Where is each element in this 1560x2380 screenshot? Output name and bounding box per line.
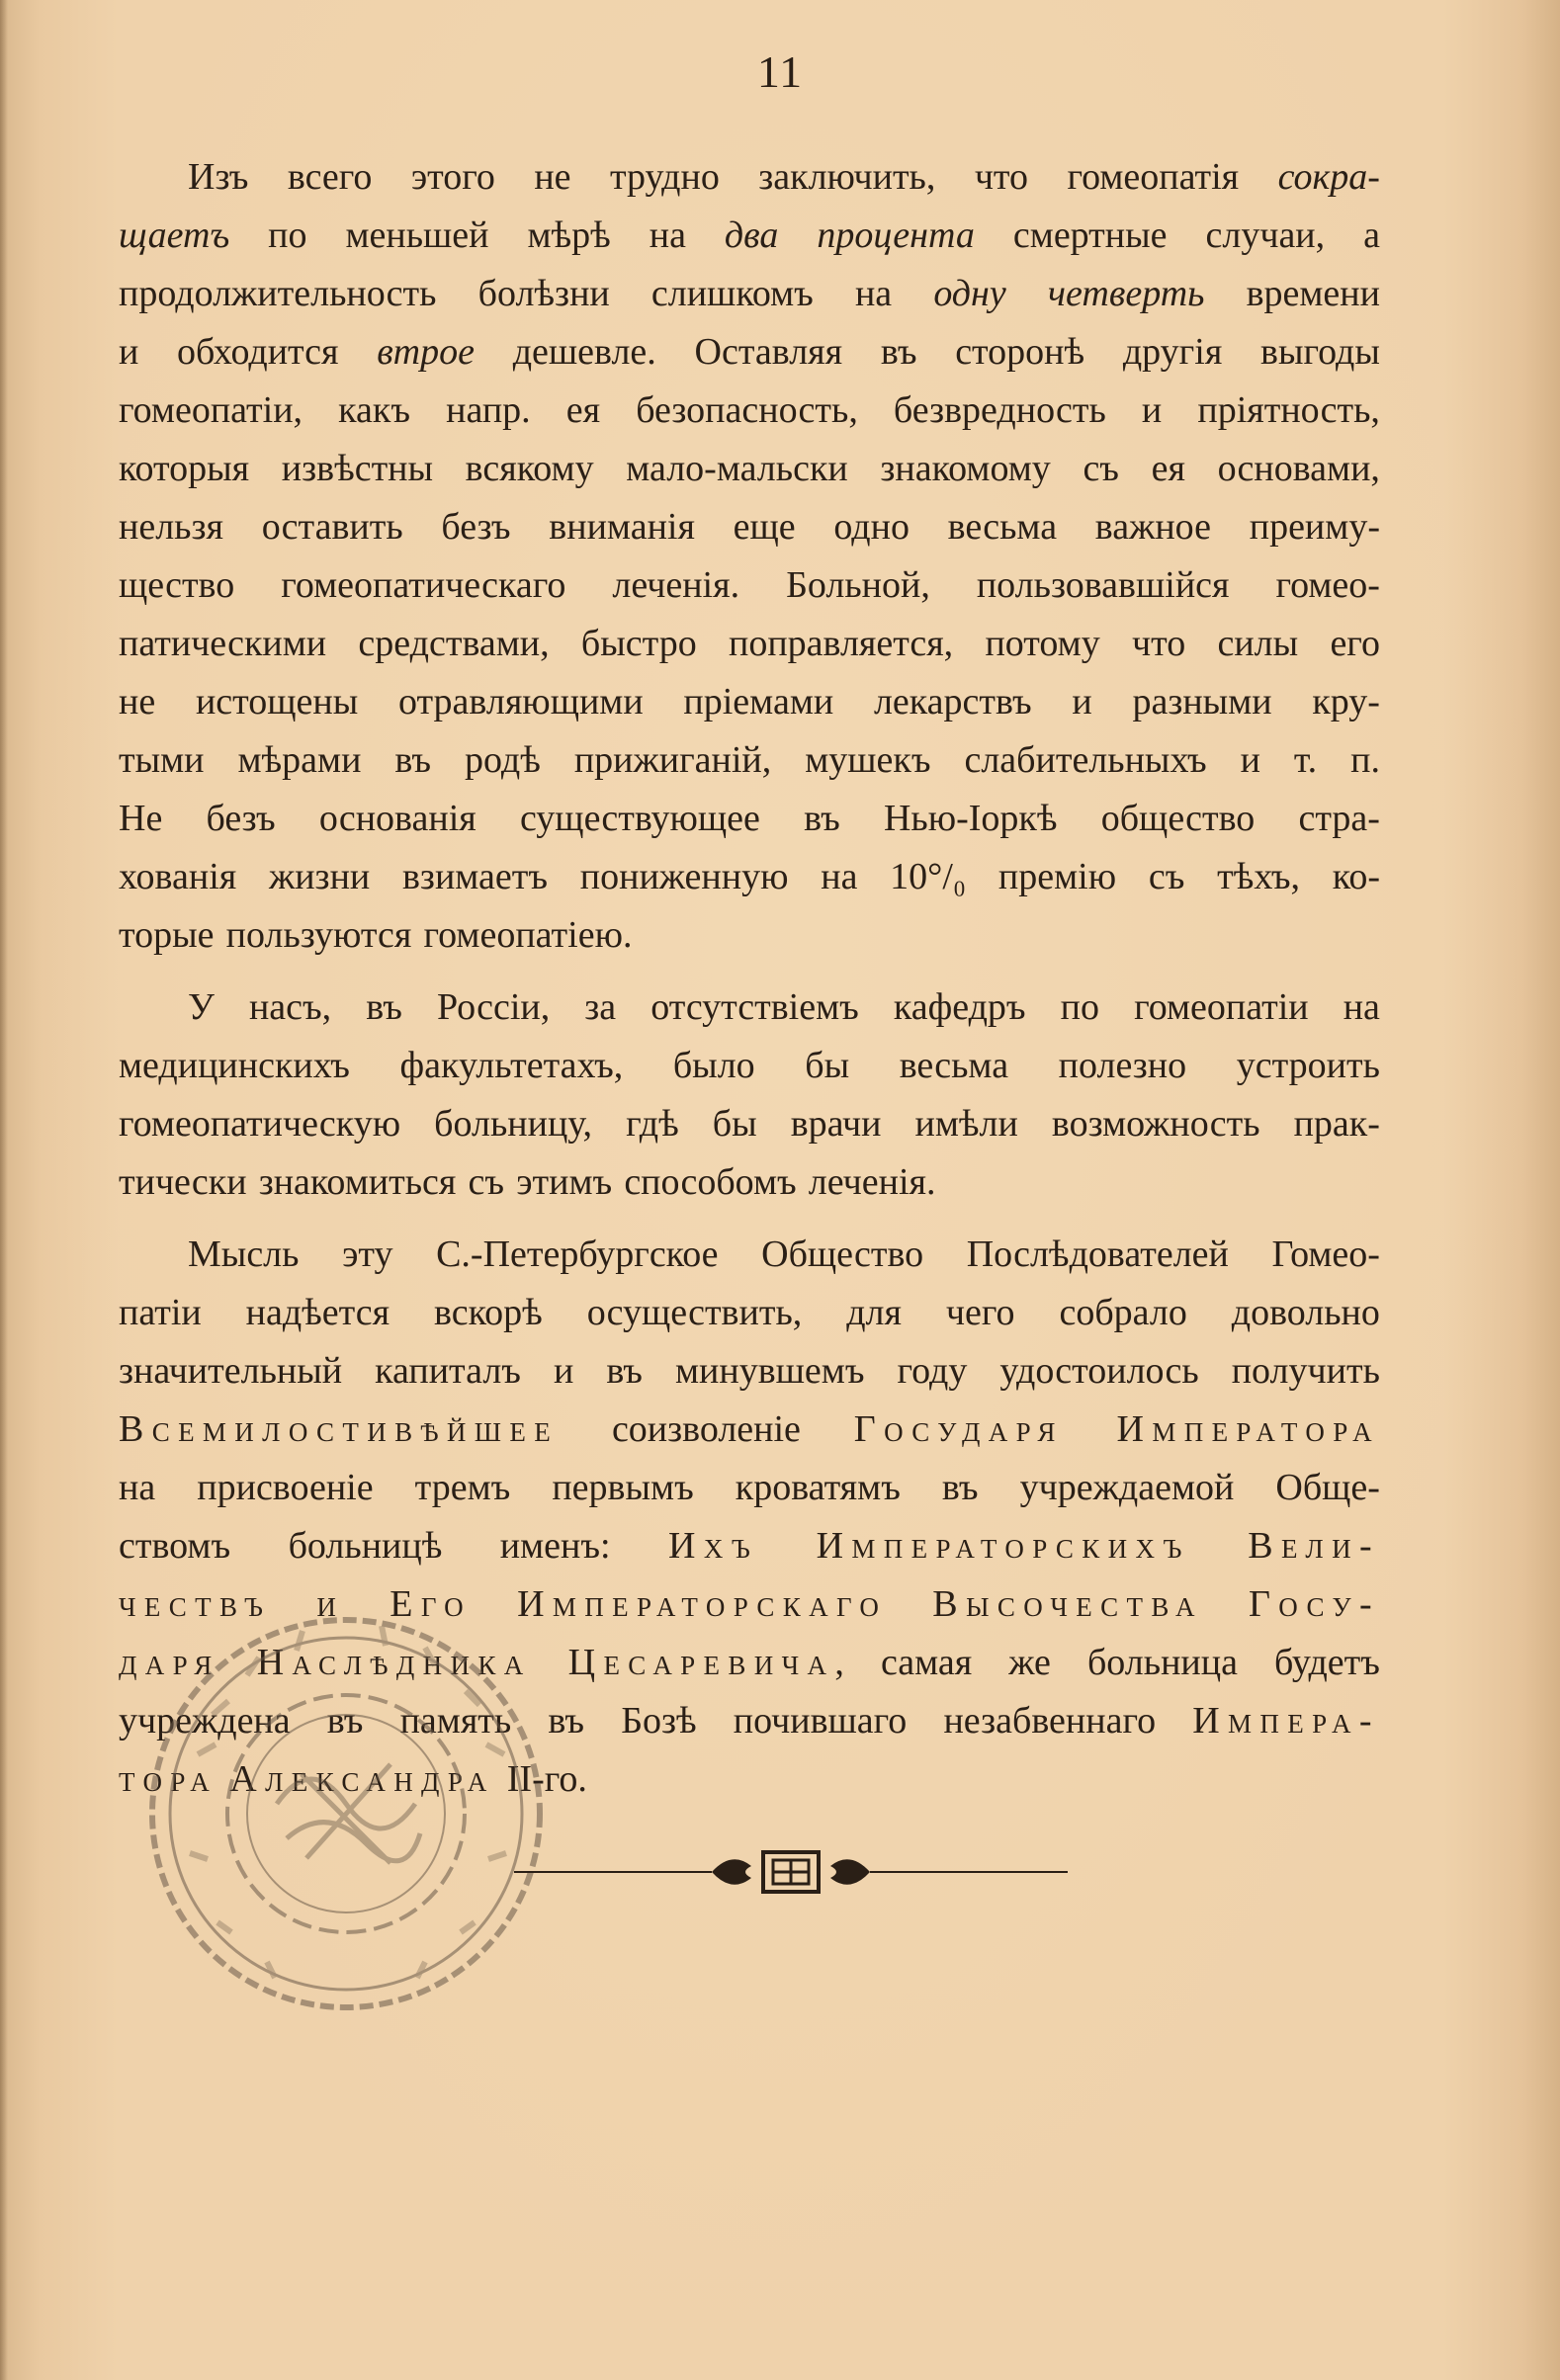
word: патіи <box>119 1292 202 1333</box>
word: ея <box>1151 448 1185 489</box>
word: какъ <box>338 389 411 431</box>
word: гомеопатіи, <box>119 389 303 431</box>
word: II-го. <box>506 1758 587 1800</box>
word: чествъ <box>119 1583 272 1625</box>
text-line <box>119 1459 1380 1517</box>
word: важное <box>1094 506 1212 548</box>
word: родѣ <box>464 739 541 781</box>
word: всего <box>287 156 373 198</box>
word: ея <box>565 389 601 431</box>
word: Изъ <box>188 156 249 198</box>
word: и <box>316 1583 345 1625</box>
library-stamp-icon <box>138 1606 554 2021</box>
word: продолжительность <box>119 273 437 314</box>
word: силы <box>1217 623 1299 664</box>
word: пониженную <box>579 856 789 897</box>
word: мало-мальски <box>626 448 848 489</box>
word: тыми <box>119 739 205 781</box>
word: медицинскихъ <box>119 1045 350 1086</box>
word: еще <box>733 506 796 548</box>
text-line <box>119 731 1380 790</box>
word: торые <box>119 914 215 956</box>
word: Оставляя <box>694 331 843 373</box>
word: трудно <box>609 156 720 198</box>
word: и <box>1141 389 1163 431</box>
word: нельзя <box>119 506 223 548</box>
word: извѣстны <box>281 448 434 489</box>
word: болѣзни <box>477 273 610 314</box>
word: Общество <box>761 1233 924 1275</box>
word: С.-Петербургское <box>436 1233 719 1275</box>
word: ко- <box>1332 856 1380 897</box>
word: гомеопатіи <box>1134 986 1309 1028</box>
word: дешевле. <box>512 331 656 373</box>
word: именъ: <box>499 1525 611 1567</box>
word: не <box>534 156 571 198</box>
word: существующее <box>519 798 760 839</box>
word: основанія <box>318 798 477 839</box>
body-text <box>119 148 1380 1809</box>
word: безопасность, <box>636 389 858 431</box>
word: на <box>1343 986 1380 1028</box>
word: ствомъ <box>119 1525 231 1567</box>
word: довольно <box>1231 1292 1380 1333</box>
word: надѣется <box>245 1292 390 1333</box>
word: по <box>268 214 307 256</box>
word: Россіи, <box>436 986 551 1028</box>
word: Гомео- <box>1271 1233 1380 1275</box>
word: почившаго <box>733 1700 908 1742</box>
word: и <box>1240 739 1260 781</box>
word: Императора <box>1116 1408 1380 1450</box>
word: за <box>584 986 617 1028</box>
word: два <box>724 214 779 256</box>
word: Не <box>119 798 163 839</box>
word: щество <box>119 564 235 606</box>
word: заключить, <box>758 156 936 198</box>
word: смертные <box>1012 214 1168 256</box>
word: отравляющими <box>397 681 644 722</box>
text-line <box>119 1342 1380 1401</box>
word: незабвеннаго <box>943 1700 1157 1742</box>
word: въ <box>606 1350 643 1392</box>
text-line <box>119 906 1380 965</box>
word: съ <box>1148 856 1185 897</box>
word: быстро <box>580 623 697 664</box>
word: съ <box>1083 448 1119 489</box>
word: Обще- <box>1275 1467 1380 1508</box>
page-number: 11 <box>756 46 804 97</box>
word: Императорскаго <box>517 1583 888 1625</box>
word: тически <box>119 1161 247 1203</box>
word: пользуются <box>225 914 412 956</box>
word: отсутствіемъ <box>650 986 859 1028</box>
word: что <box>1131 623 1186 664</box>
text-line <box>119 207 1380 265</box>
word: Нью-Іоркѣ <box>883 798 1058 839</box>
word: слишкомъ <box>650 273 814 314</box>
text-line <box>119 848 1380 906</box>
word: и <box>553 1350 574 1392</box>
word: значительный <box>119 1350 343 1392</box>
word: напр. <box>446 389 531 431</box>
word: меньшей <box>345 214 489 256</box>
word: истощены <box>195 681 359 722</box>
word: пріемами <box>683 681 834 722</box>
word: жизни <box>268 856 371 897</box>
word: взимаетъ <box>401 856 549 897</box>
word: присвоеніе <box>197 1467 374 1508</box>
word: въ <box>366 986 402 1028</box>
text-line <box>119 978 1380 1037</box>
word: въ <box>941 1467 979 1508</box>
word: прак- <box>1293 1103 1380 1145</box>
word: Александра <box>229 1758 495 1800</box>
word: хованія <box>119 856 237 897</box>
word: гдѣ <box>626 1103 679 1145</box>
word: вскорѣ <box>434 1292 543 1333</box>
word: этого <box>410 156 495 198</box>
word: кру- <box>1312 681 1380 722</box>
word: больница <box>1086 1642 1238 1683</box>
word: одну <box>933 273 1006 314</box>
word: Его <box>390 1583 473 1625</box>
word: гомеопатіею. <box>423 914 633 956</box>
word: больницѣ <box>288 1525 443 1567</box>
word: слабительныхъ <box>964 739 1207 781</box>
word: что <box>974 156 1029 198</box>
word: врачи <box>790 1103 882 1145</box>
word: Госу- <box>1248 1583 1380 1625</box>
word: для <box>846 1292 902 1333</box>
text-line <box>119 498 1380 556</box>
word: капиталъ <box>375 1350 521 1392</box>
word: на <box>119 1467 156 1508</box>
text-line <box>119 615 1380 673</box>
word: же <box>1008 1642 1051 1683</box>
text-line <box>119 790 1380 848</box>
word: безвредность <box>893 389 1106 431</box>
word: Ихъ <box>668 1525 759 1567</box>
page-edge-shadow <box>0 0 8 2380</box>
word: будетъ <box>1273 1642 1380 1683</box>
word: а <box>1363 214 1380 256</box>
word: которыя <box>119 448 250 489</box>
word: полезно <box>1058 1045 1187 1086</box>
word: этимъ <box>516 1161 613 1203</box>
word: Мысль <box>188 1233 300 1275</box>
word: тора <box>119 1758 218 1800</box>
word: потому <box>985 623 1100 664</box>
word: лекарствъ <box>873 681 1032 722</box>
word: въ <box>548 1700 585 1742</box>
word: премію <box>997 856 1117 897</box>
word: п. <box>1350 739 1380 781</box>
word: знакомому <box>880 448 1051 489</box>
word: Государя <box>853 1408 1064 1450</box>
word: въ <box>326 1700 364 1742</box>
word: стра- <box>1298 798 1380 839</box>
word: пріятность, <box>1197 389 1380 431</box>
word: Императорскихъ <box>816 1525 1190 1567</box>
text-line <box>119 1153 1380 1212</box>
word: насъ, <box>248 986 332 1028</box>
word: общество <box>1100 798 1256 839</box>
word: процента <box>817 214 975 256</box>
word: собрало <box>1059 1292 1187 1333</box>
word: основами, <box>1217 448 1380 489</box>
word: гомеопатическую <box>119 1103 401 1145</box>
word: знакомиться <box>258 1161 457 1203</box>
word: тремъ <box>414 1467 511 1508</box>
text-line <box>119 1517 1380 1575</box>
ornament-divider-icon <box>514 1840 1068 1904</box>
word: даря <box>119 1642 220 1683</box>
text-line <box>119 265 1380 323</box>
word: пользовавшійся <box>976 564 1230 606</box>
word: оставить <box>261 506 403 548</box>
text-line <box>119 1095 1380 1153</box>
text-line <box>119 673 1380 731</box>
word: Бозѣ <box>621 1700 697 1742</box>
word: мушекъ <box>805 739 931 781</box>
word: втрое <box>377 331 475 373</box>
word: гомеопатическаго <box>281 564 566 606</box>
word: не <box>119 681 156 722</box>
word: Послѣдователей <box>966 1233 1229 1275</box>
word: первымъ <box>552 1467 694 1508</box>
text-line <box>119 440 1380 498</box>
word: весьма <box>947 506 1058 548</box>
word: Наслѣдника <box>256 1642 532 1683</box>
word: гомео- <box>1275 564 1380 606</box>
word: одно <box>833 506 910 548</box>
word: сокра- <box>1277 156 1380 198</box>
word: поправляется, <box>728 623 954 664</box>
word: Цесаревича, <box>567 1642 844 1683</box>
word: Всемилостивѣйшее <box>119 1408 560 1450</box>
text-line <box>119 382 1380 440</box>
word: Больной, <box>786 564 930 606</box>
word: факультетахъ, <box>399 1045 624 1086</box>
word: четверть <box>1047 273 1205 314</box>
word: 10°/₀ <box>890 856 967 897</box>
word: леченія. <box>612 564 740 606</box>
word: на <box>854 273 893 314</box>
word: патическими <box>119 623 327 664</box>
text-line <box>119 1284 1380 1342</box>
word: память <box>399 1700 512 1742</box>
word: больницу, <box>434 1103 592 1145</box>
word: учреждена <box>119 1700 291 1742</box>
word: т. <box>1293 739 1318 781</box>
word: разными <box>1132 681 1272 722</box>
word: имѣли <box>914 1103 1018 1145</box>
word: леченія. <box>808 1161 936 1203</box>
word: обходится <box>177 331 339 373</box>
word: Высочества <box>932 1583 1203 1625</box>
text-line <box>119 1226 1380 1284</box>
word: возможность <box>1051 1103 1260 1145</box>
word: Вели- <box>1248 1525 1380 1567</box>
word: другія <box>1122 331 1223 373</box>
word: и <box>119 331 139 373</box>
word: съ <box>468 1161 505 1203</box>
word: бы <box>712 1103 757 1145</box>
word: было <box>672 1045 755 1086</box>
word: году <box>897 1350 968 1392</box>
word: средствами, <box>358 623 550 664</box>
word: въ <box>394 739 432 781</box>
word: учреждаемой <box>1019 1467 1235 1508</box>
word: мѣрѣ <box>527 214 611 256</box>
word: и <box>1072 681 1092 722</box>
word: гомеопатія <box>1067 156 1240 198</box>
text-line <box>119 556 1380 615</box>
word: эту <box>342 1233 393 1275</box>
word: всякому <box>465 448 594 489</box>
word: прижиганій, <box>573 739 772 781</box>
word: кафедръ <box>893 986 1026 1028</box>
word: щаетъ <box>119 214 230 256</box>
word: безъ <box>441 506 511 548</box>
word: въ <box>880 331 917 373</box>
word: на <box>821 856 858 897</box>
word: по <box>1060 986 1099 1028</box>
word: осуществить, <box>586 1292 803 1333</box>
word: У <box>188 986 215 1028</box>
word: чего <box>945 1292 1015 1333</box>
word: случаи, <box>1205 214 1326 256</box>
word: сторонѣ <box>955 331 1085 373</box>
word: Импера- <box>1192 1700 1380 1742</box>
word: получить <box>1231 1350 1380 1392</box>
word: безъ <box>206 798 276 839</box>
word: соизволеніе <box>611 1408 801 1450</box>
word: удостоилось <box>999 1350 1199 1392</box>
word: вниманія <box>549 506 695 548</box>
word: мѣрами <box>237 739 362 781</box>
word: весьма <box>899 1045 1009 1086</box>
text-line <box>119 1037 1380 1095</box>
word: на <box>649 214 686 256</box>
word: времени <box>1246 273 1380 314</box>
text-line <box>119 1401 1380 1459</box>
word: бы <box>805 1045 850 1086</box>
word: способомъ <box>624 1161 797 1203</box>
word: кроватямъ <box>735 1467 901 1508</box>
word: самая <box>880 1642 973 1683</box>
word: выгоды <box>1260 331 1380 373</box>
word: его <box>1330 623 1380 664</box>
word: тѣхъ, <box>1217 856 1301 897</box>
text-line <box>119 148 1380 207</box>
text-line <box>119 323 1380 382</box>
word: въ <box>804 798 840 839</box>
word: преиму- <box>1249 506 1380 548</box>
word: минувшемъ <box>674 1350 865 1392</box>
word: устроить <box>1236 1045 1380 1086</box>
